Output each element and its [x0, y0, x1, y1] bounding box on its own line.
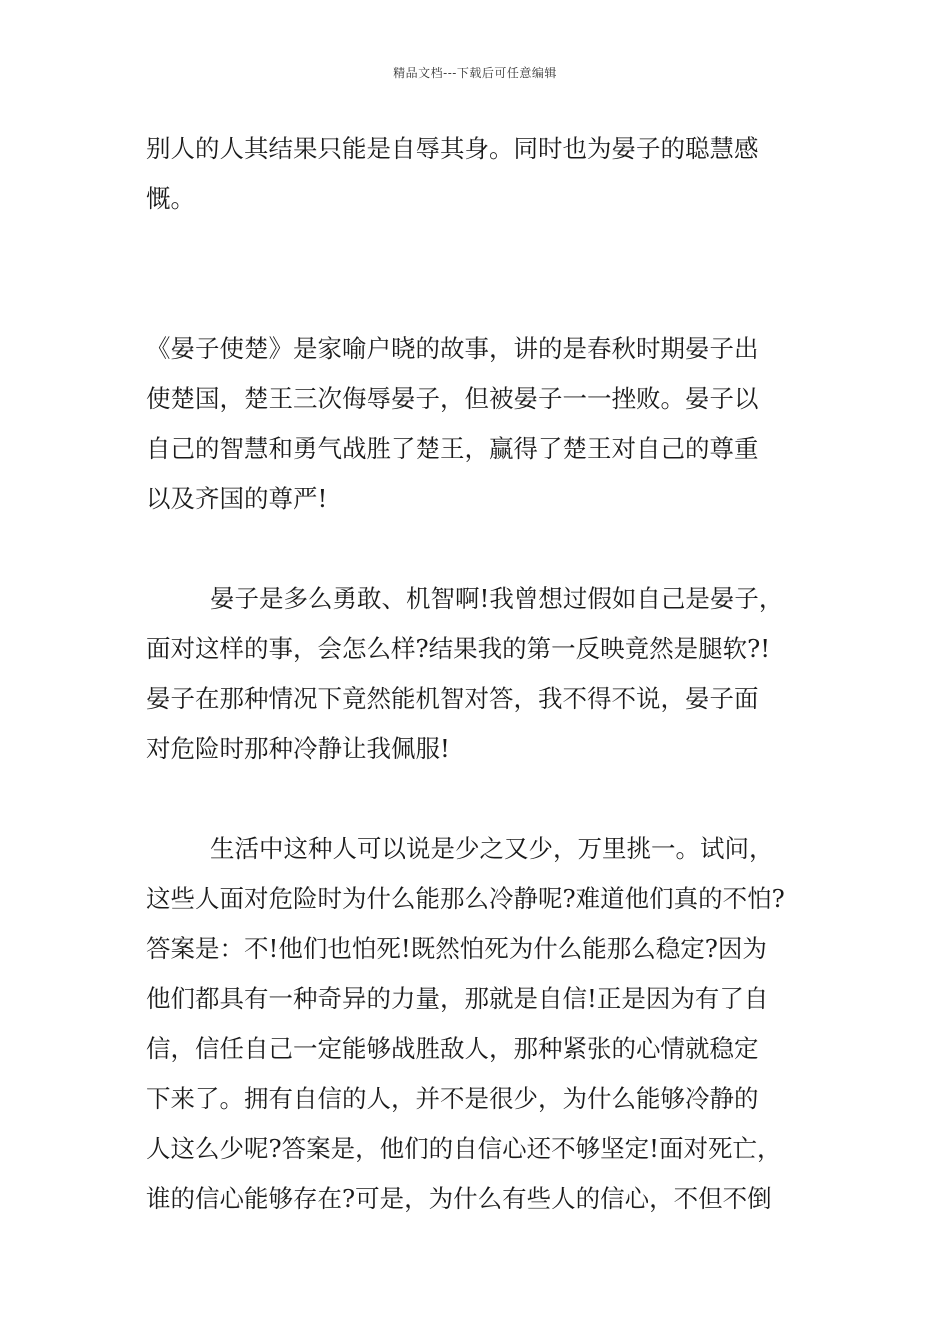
text-line: 使楚国，楚王三次侮辱晏子，但被晏子一一挫败。晏子以 — [146, 384, 759, 413]
text-line: 信，信任自己一定能够战胜敌人，那种紧张的心情就稳定 — [146, 1034, 759, 1063]
text-line: 他们都具有一种奇异的力量，那就是自信!正是因为有了自 — [146, 984, 769, 1013]
text-line: 别人的人其结果只能是自辱其身。同时也为晏子的聪慧感 — [146, 134, 759, 163]
text-line: 自己的智慧和勇气战胜了楚王，赢得了楚王对自己的尊重 — [146, 434, 759, 463]
text-line: 这些人面对危险时为什么能那么冷静呢?难道他们真的不怕? — [146, 884, 785, 913]
text-line: 《晏子使楚》是家喻户晓的故事，讲的是春秋时期晏子出 — [146, 334, 759, 363]
text-line: 面对这样的事，会怎么样?结果我的第一反映竟然是腿软?! — [146, 634, 771, 663]
page-header: 精品文档---下载后可任意编辑 — [393, 66, 557, 80]
text-line: 下来了。拥有自信的人，并不是很少，为什么能够冷静的 — [146, 1084, 759, 1113]
text-line: 晏子是多么勇敢、机智啊!我曾想过假如自己是晏子， — [210, 584, 784, 613]
text-line: 生活中这种人可以说是少之又少，万里挑一。试问， — [210, 834, 774, 863]
text-line: 对危险时那种冷静让我佩服! — [146, 734, 450, 763]
text-line: 谁的信心能够存在?可是，为什么有些人的信心，不但不倒 — [146, 1184, 772, 1213]
text-line: 答案是：不!他们也怕死!既然怕死为什么能那么稳定?因为 — [146, 934, 767, 963]
text-line: 晏子在那种情况下竟然能机智对答，我不得不说，晏子面 — [146, 684, 759, 713]
text-line: 慨。 — [146, 184, 195, 213]
text-line: 以及齐国的尊严! — [146, 484, 328, 513]
text-line: 人这么少呢?答案是，他们的自信心还不够坚定!面对死亡， — [146, 1134, 782, 1163]
